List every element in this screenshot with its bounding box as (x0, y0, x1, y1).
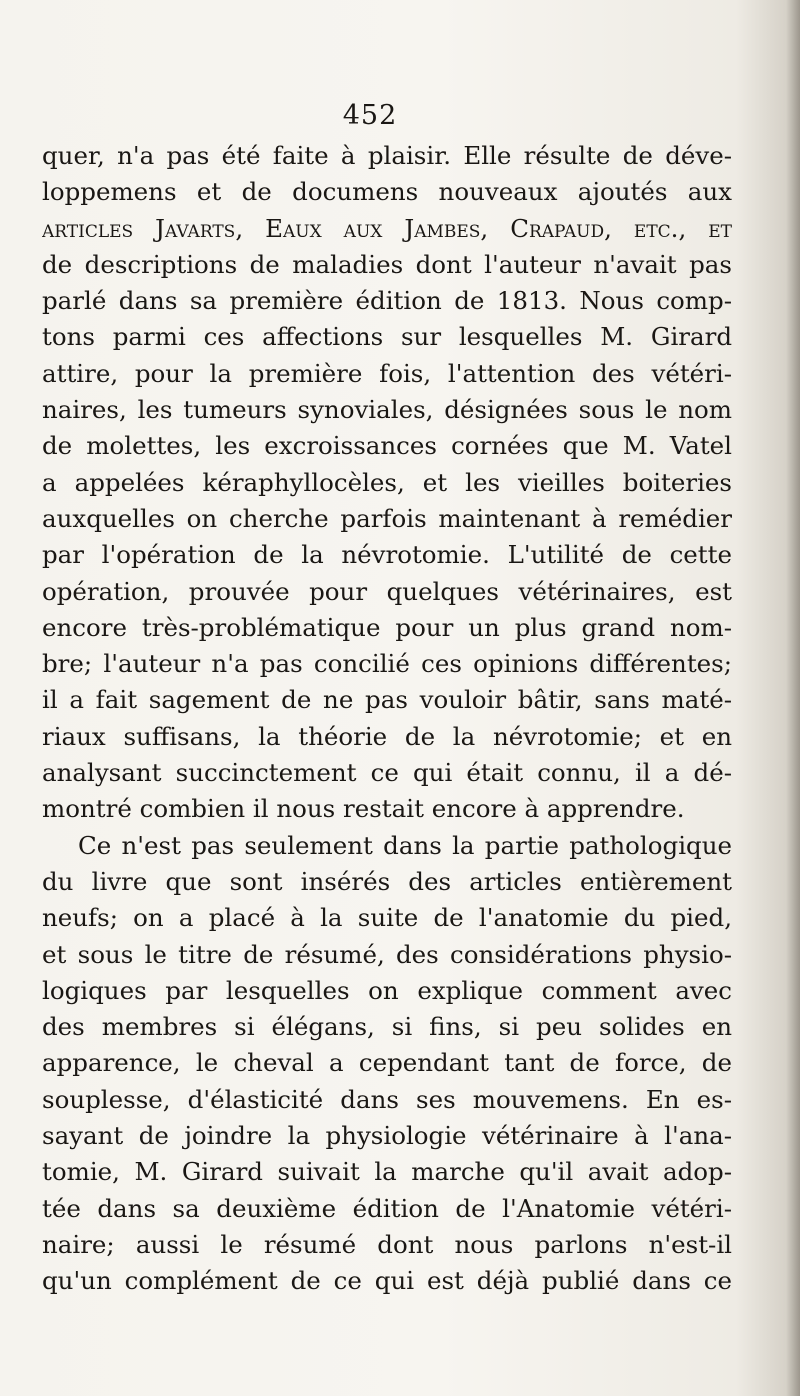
text-line: souplesse, d'élasticité dans ses mouvemens. En es- (42, 1084, 732, 1114)
text-line: qu'un complément de ce qui est déjà publié dans ce (42, 1266, 732, 1296)
text-line: naire; aussi le résumé dont nous parlons n'est-il (42, 1229, 732, 1259)
text-line: a appelées kéraphyllocèles, et les vieilles boiteries (42, 467, 732, 497)
text-line: encore très-problématique pour un plus grand nom- (42, 612, 732, 642)
body-text (42, 138, 732, 1300)
text-line: opération, prouvée pour quelques vétérinaires, est (42, 576, 732, 606)
text-line: il a fait sagement de ne pas vouloir bâtir, sans maté- (42, 685, 732, 715)
text-line: des membres si élégans, si fins, si peu solides en (42, 1012, 732, 1042)
text-line: de molettes, les excroissances cornées que M. Vatel (42, 431, 732, 461)
text-line: parlé dans sa première édition de 1813. Nous comp- (42, 286, 732, 316)
text-line: apparence, le cheval a cependant tant de force, de (42, 1048, 732, 1078)
text-line: du livre que sont insérés des articles entièrement (42, 866, 732, 896)
text-line: analysant succinctement ce qui était connu, il a dé- (42, 758, 732, 788)
text-line: tomie, M. Girard suivait la marche qu'il avait adop- (42, 1157, 732, 1187)
page-number: 452 (342, 100, 398, 131)
text-line: riaux suffisans, la théorie de la névrotomie; et en (42, 721, 732, 751)
text-line: sayant de joindre la physiologie vétérinaire à l'ana- (42, 1121, 732, 1151)
text-line: logiques par lesquelles on explique comment avec (42, 975, 732, 1005)
text-line: auxquelles on cherche parfois maintenant à remédier (42, 503, 732, 533)
text-line: neufs; on a placé à la suite de l'anatomie du pied, (42, 903, 732, 933)
text-line: loppemens et de documens nouveaux ajoutés aux (42, 177, 732, 207)
text-line: tons parmi ces affections sur lesquelles M. Girard (42, 322, 732, 352)
text-line: naires, les tumeurs synoviales, désignées sous le nom (42, 395, 732, 425)
text-line: et sous le titre de résumé, des considérations physio- (42, 939, 732, 969)
text-line: montré combien il nous restait encore à apprendre. (42, 794, 685, 824)
text-line: bre; l'auteur n'a pas concilié ces opinions différentes; (42, 649, 732, 679)
text-line: quer, n'a pas été faite à plaisir. Elle résulte de déve- (42, 141, 732, 170)
text-line: de descriptions de maladies dont l'auteur n'avait pas (42, 249, 732, 279)
text-line: attire, pour la première fois, l'attention des vétéri- (42, 358, 732, 388)
text-line: par l'opération de la névrotomie. L'utilité de cette (42, 540, 732, 570)
page-edge-shadow (786, 0, 800, 1396)
text-line: tée dans sa deuxième édition de l'Anatomie vétéri- (42, 1193, 732, 1223)
paragraph-start-line: Ce n'est pas seulement dans la partie pathologique (78, 830, 732, 860)
text-line: articles Javarts, Eaux aux Jambes, Crapaud, etc., et (42, 213, 732, 243)
